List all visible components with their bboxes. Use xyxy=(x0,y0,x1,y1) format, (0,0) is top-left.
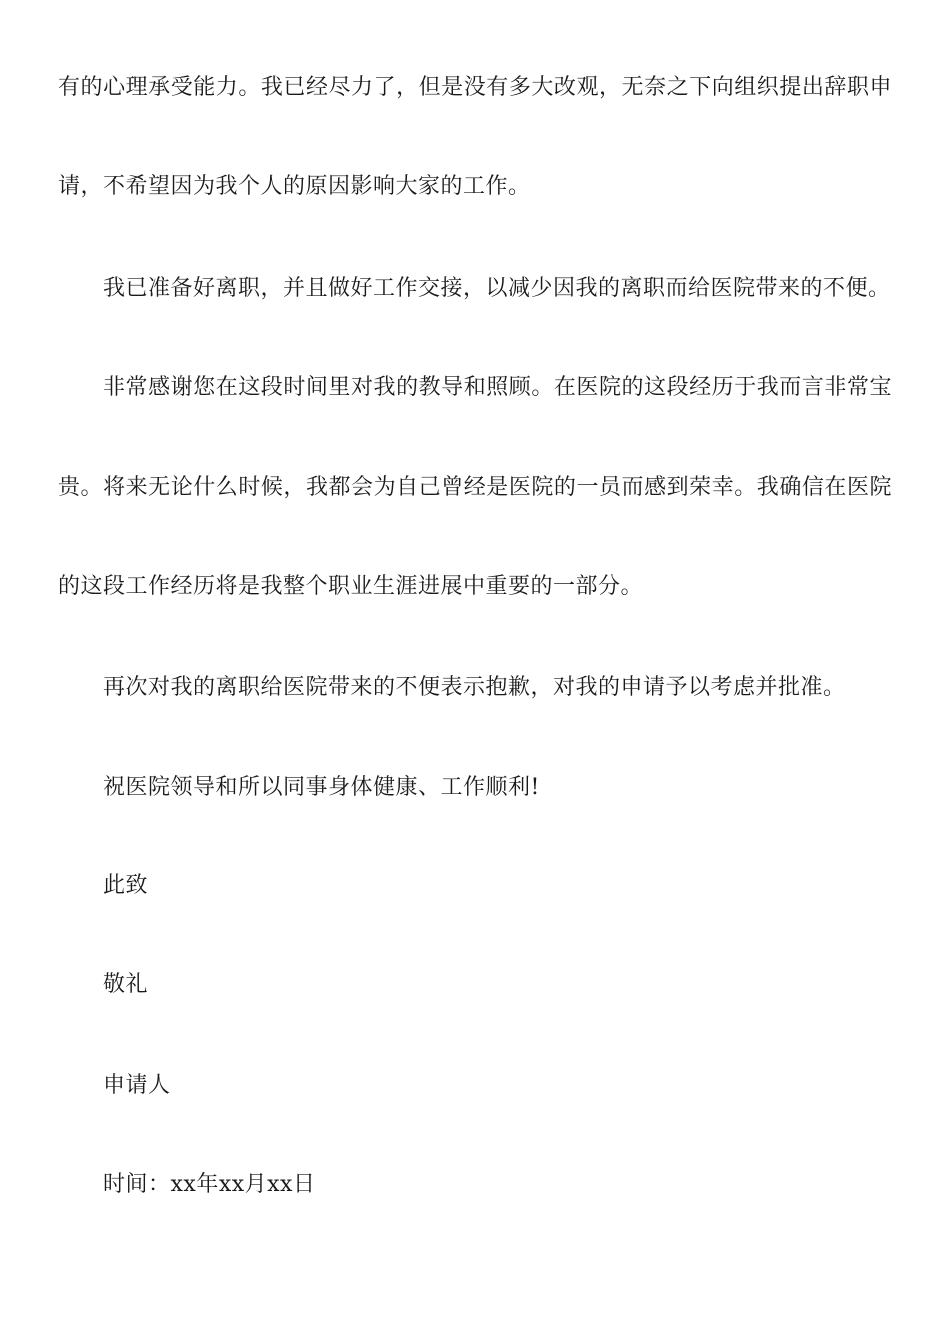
paragraph-line: 请，不希望因为我个人的原因影响大家的工作。 xyxy=(58,174,531,199)
paragraph-line: 祝医院领导和所以同事身体健康、工作顺利! xyxy=(103,775,540,800)
closing-line: 此致 xyxy=(103,873,149,898)
paragraph-line: 的这段工作经历将是我整个职业生涯进展中重要的一部分。 xyxy=(58,574,644,599)
closing-line: 敬礼 xyxy=(103,972,149,997)
paragraph-line: 我已准备好离职，并且做好工作交接，以减少因我的离职而给医院带来的不便。 xyxy=(103,276,891,301)
date-line: 时间：xx年xx月xx日 xyxy=(103,1172,316,1197)
paragraph-line: 有的心理承受能力。我已经尽力了，但是没有多大改观，无奈之下向组织提出辞职申 xyxy=(58,75,892,100)
paragraph-line: 非常感谢您在这段时间里对我的教导和照顾。在医院的这段经历于我而言非常宝 xyxy=(103,375,892,400)
signature-line: 申请人 xyxy=(103,1073,171,1098)
paragraph-line: 再次对我的离职给医院带来的不便表示抱歉，对我的申请予以考虑并批准。 xyxy=(103,675,846,700)
paragraph-line: 贵。将来无论什么时候，我都会为自己曾经是医院的一员而感到荣幸。我确信在医院 xyxy=(58,475,892,500)
